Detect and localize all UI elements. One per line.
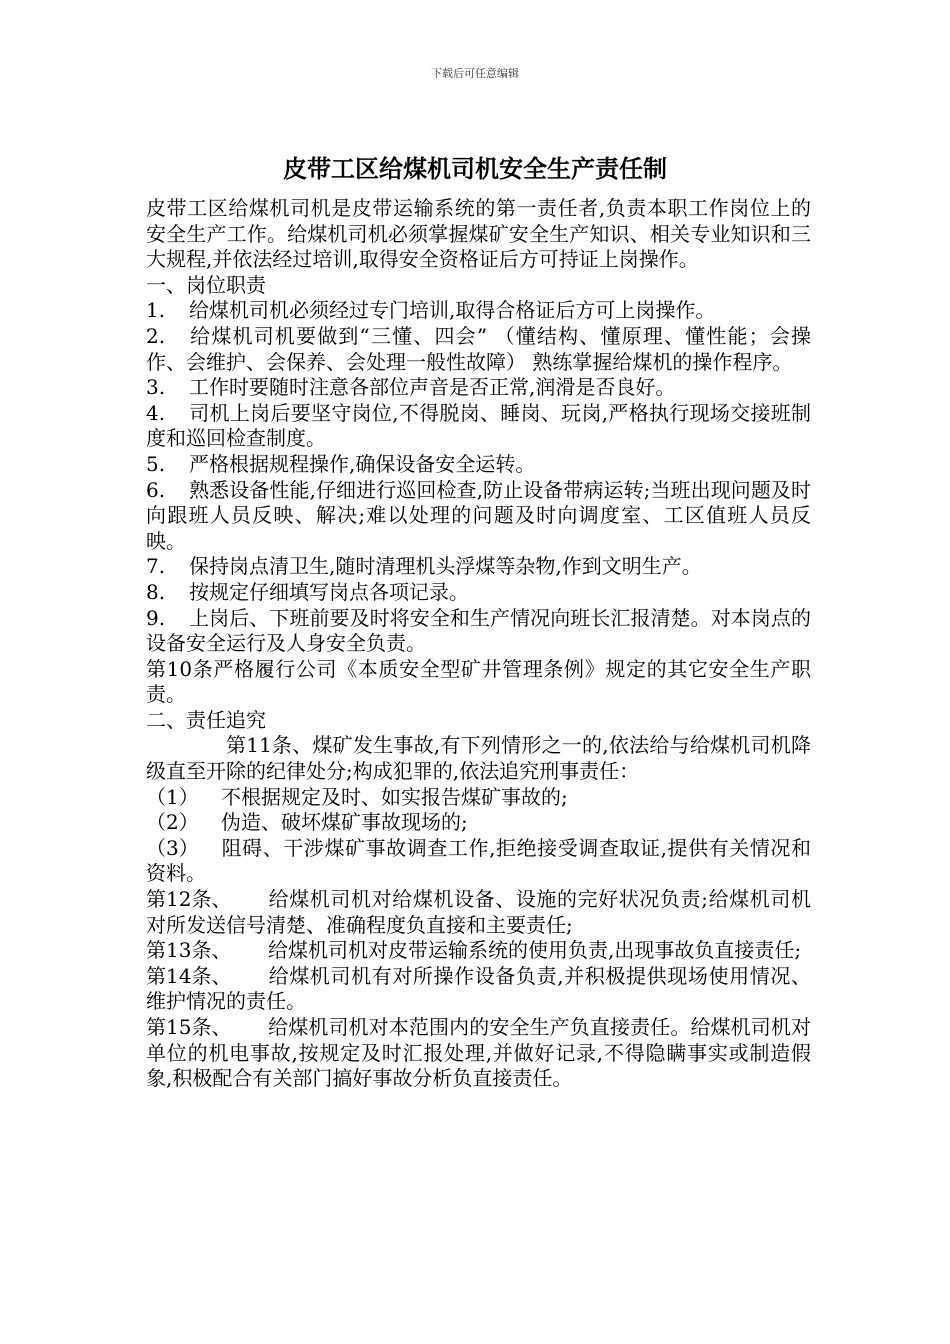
duty-item-text: 严格根据规程操作,确保设备安全运转。 <box>189 451 536 476</box>
duty-item-number: 4. <box>146 400 166 425</box>
duty-item-text: 给煤机司机必须经过专门培训,取得合格证后方可上岗操作。 <box>189 298 716 323</box>
duty-item-8 <box>146 580 811 606</box>
article-text: 给煤机司机有对所操作设备负责,并积极提供现场使用情况、维护情况的责任。 <box>146 963 811 1014</box>
duty-item-1 <box>146 298 811 324</box>
duty-item-text: 工作时要随时注意各部位声音是否正常,润滑是否良好。 <box>189 375 676 400</box>
article-11: 第11条、煤矿发生事故,有下列情形之一的,依法给与给煤机司机降级直至开除的纪律处分;构成犯罪的,依法追究刑事责任： <box>146 733 811 784</box>
duty-item-text: 保持岗点清卫生,随时清理机头浮煤等杂物,作到文明生产。 <box>189 554 702 579</box>
duty-item-6 <box>146 478 811 555</box>
article-text: 给煤机司机对本范围内的安全生产负直接责任。给煤机司机对单位的机电事故,按规定及时汇报处理,并做好记录,不得隐瞒事实或制造假象,积极配合有关部门搞好事故分析负直接责任。 <box>146 1015 811 1091</box>
duty-item-number: 2. <box>146 323 166 348</box>
article-10: 第10条严格履行公司《本质安全型矿井管理条例》规定的其它安全生产职责。 <box>146 656 811 707</box>
case-item-number: （3） <box>146 835 199 860</box>
duty-item-number: 5. <box>146 451 166 476</box>
duty-item-text: 按规定仔细填写岗点各项记录。 <box>189 579 469 604</box>
case-item-text: 伪造、破坏煤矿事故现场的; <box>221 810 468 835</box>
case-item-number: （2） <box>146 810 199 835</box>
duty-item-7 <box>146 554 811 580</box>
section2-heading: 二、责任追究 <box>146 707 266 732</box>
duty-item-text: 给煤机司机要做到“三懂、四会” （懂结构、懂原理、懂性能；会操作、会维护、会保养、会处理一般性故障） 熟练掌握给煤机的操作程序。 <box>146 323 811 374</box>
duty-item-number: 7. <box>146 554 166 579</box>
article-12 <box>146 887 811 938</box>
duty-item-2 <box>146 324 811 375</box>
duty-item-4 <box>146 401 811 452</box>
article-text: 给煤机司机对给煤机设备、设施的完好状况负责;给煤机司机对所发送信号清楚、准确程度负直接和主要责任; <box>146 887 811 937</box>
case-item-1 <box>146 785 811 811</box>
duty-item-number: 8. <box>146 579 166 604</box>
article-number: 第13条、 <box>146 938 232 963</box>
case-item-3 <box>146 836 811 887</box>
section1-heading: 一、岗位职责 <box>146 272 266 297</box>
case-item-2 <box>146 810 811 836</box>
duty-item-text: 司机上岗后要坚守岗位,不得脱岗、睡岗、玩岗,严格执行现场交接班制度和巡回检查制度。 <box>146 400 811 451</box>
duty-item-number: 9. <box>146 605 166 630</box>
duty-item-number: 3. <box>146 375 166 400</box>
article-text: 给煤机司机对皮带运输系统的使用负责,出现事故负直接责任; <box>268 938 802 963</box>
article-14 <box>146 964 811 1015</box>
intro-paragraph: 皮带工区给煤机司机是皮带运输系统的第一责任者,负责本职工作岗位上的安全生产工作。给煤机司机必须掌握煤矿安全生产知识、相关专业知识和三大规程,并依法经过培训,取得安全资格证后方可持证上岗操作。 <box>146 196 811 272</box>
duty-item-text: 熟悉设备性能,仔细进行巡回检查,防止设备带病运转;当班出现问题及时向跟班人员反映、解决;难以处理的问题及时向调度室、工区值班人员反映。 <box>146 477 811 553</box>
duty-item-text: 上岗后、下班前要及时将安全和生产情况向班长汇报清楚。对本岗点的设备安全运行及人身安全负责。 <box>146 605 811 656</box>
article-13 <box>146 938 811 964</box>
case-item-text: 不根据规定及时、如实报告煤矿事故的; <box>221 784 568 809</box>
duty-item-3 <box>146 375 811 401</box>
duty-item-5 <box>146 452 811 478</box>
document-body <box>146 196 811 1092</box>
case-item-number: （1） <box>146 784 199 809</box>
duty-item-number: 1. <box>146 298 166 323</box>
page-header-note: 下载后可任意编辑 <box>431 67 519 80</box>
case-item-text: 阻碍、干涉煤矿事故调查工作,拒绝接受调查取证,提供有关情况和资料。 <box>146 835 811 886</box>
article-15 <box>146 1015 811 1092</box>
article-number: 第12条、 <box>146 887 232 912</box>
duty-item-9 <box>146 606 811 657</box>
article-number: 第15条、 <box>146 1015 232 1039</box>
article-number: 第14条、 <box>146 963 232 988</box>
document-title: 皮带工区给煤机司机安全生产责任制 <box>283 155 667 183</box>
duty-item-number: 6. <box>146 477 166 502</box>
